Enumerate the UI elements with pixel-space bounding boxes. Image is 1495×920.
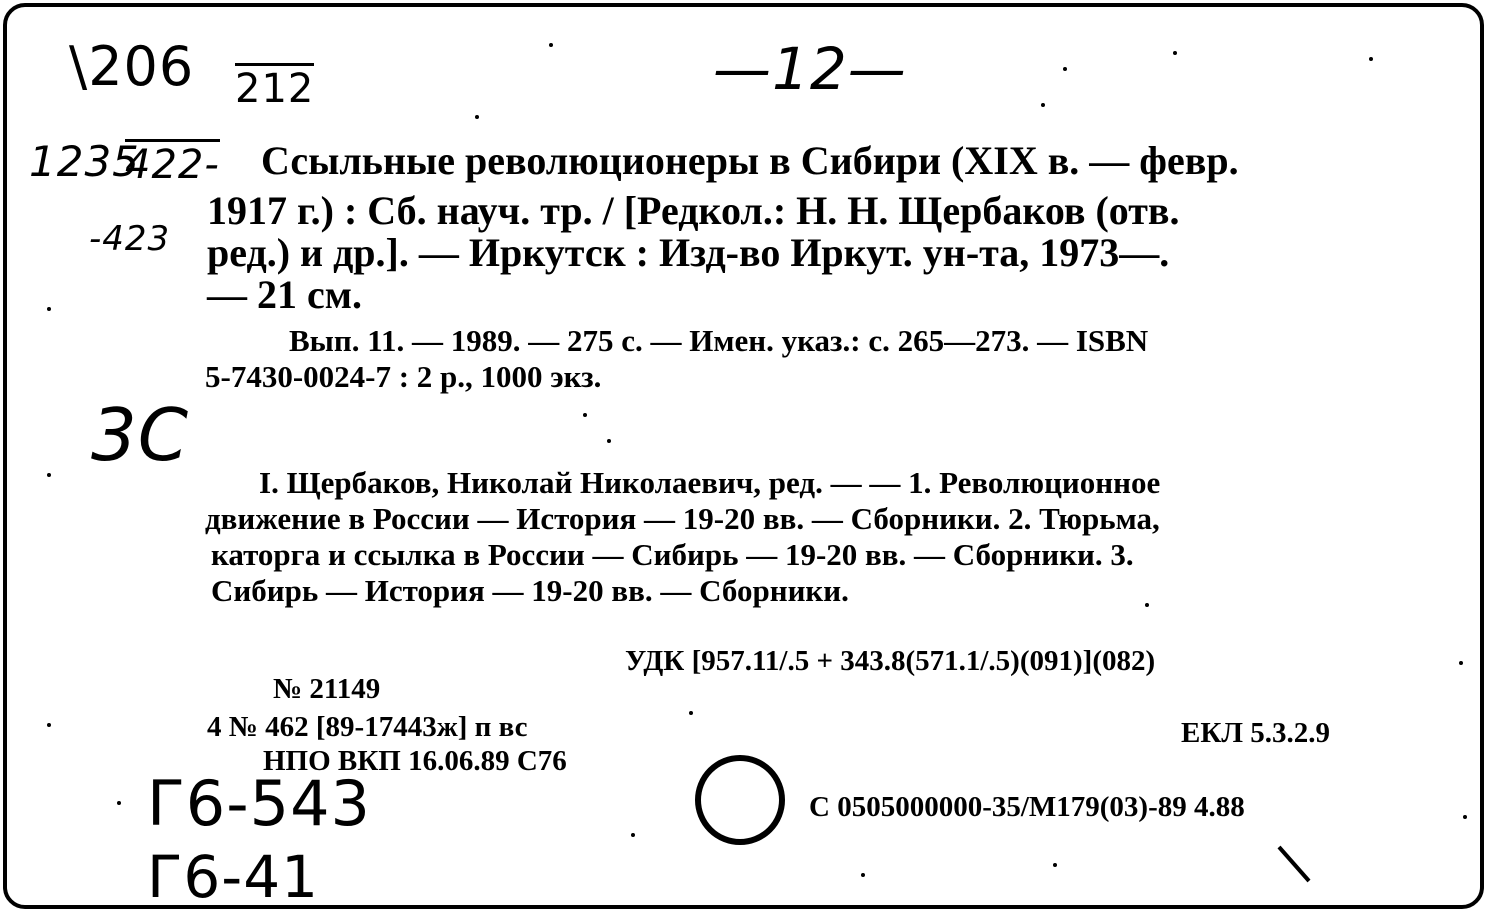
handwritten-classification: 3C — [91, 393, 190, 477]
title-line-2: 1917 г.) : Сб. науч. тр. / [Редкол.: Н. Н. Щербаков (отв. — [207, 188, 1180, 233]
issue-line-1: Вып. 11. — 1989. — 275 с. — Имен. указ.: с. 265—273. — ISBN — [289, 323, 1149, 358]
circle-mark — [695, 755, 785, 845]
title-line-3: ред.) и др.]. — Иркутск : Изд-во Иркут. ун-та, 1973—. — [207, 230, 1170, 275]
handwritten-left-number: 1235 — [29, 137, 140, 186]
speck — [1053, 863, 1057, 867]
speck — [1459, 661, 1463, 665]
notes-line-3: каторга и ссылка в России — Сибирь — 19-20 вв. — Сборники. 3. — [211, 537, 1134, 572]
speck — [475, 115, 479, 119]
handwritten-left-fraction-continued: -423 — [89, 219, 171, 259]
speck — [1463, 815, 1467, 819]
order-number: 4 № 462 [89-17443ж] п вс — [207, 711, 528, 743]
c-code: С 0505000000-35/М179(03)-89 4.88 — [809, 791, 1245, 823]
notes-line-2: движение в России — История — 19-20 вв. — Сборники. 2. Тюрьма, — [205, 501, 1160, 536]
catalog-number: № 21149 — [273, 673, 381, 705]
speck — [1145, 603, 1149, 607]
handwritten-shelfmark-fraction: 212 — [235, 63, 314, 112]
handwritten-shelfmark: \206 — [69, 35, 195, 98]
speck — [47, 723, 51, 727]
issue-line-2: 5-7430-0024-7 : 2 р., 1000 экз. — [205, 359, 602, 394]
speck — [689, 711, 693, 715]
speck — [117, 801, 121, 805]
speck — [549, 43, 553, 47]
notes-line-1: I. Щербаков, Николай Николаевич, ред. — — 1. Революционное — [259, 465, 1161, 500]
udk-code: УДК [957.11/.5 + 343.8(571.1/.5)(091)](082) — [625, 645, 1156, 677]
speck — [861, 873, 865, 877]
speck — [583, 413, 587, 417]
handwritten-bottom-code-2: Г6-41 — [147, 843, 320, 909]
handwritten-bottom-code-1: Г6-543 — [147, 767, 371, 840]
speck — [1173, 51, 1177, 55]
npo-line: НПО ВКП 16.06.89 С76 — [263, 745, 567, 777]
ekl-code: ЕКЛ 5.3.2.9 — [1181, 717, 1330, 749]
speck — [47, 307, 51, 311]
catalog-card — [3, 3, 1484, 909]
speck — [631, 833, 635, 837]
speck — [1041, 103, 1045, 107]
pen-stroke — [1275, 843, 1315, 887]
speck — [1369, 57, 1373, 61]
notes-line-4: Сибирь — История — 19-20 вв. — Сборники. — [211, 573, 849, 608]
speck — [607, 439, 611, 443]
title-line-1: Ссыльные революционеры в Сибири (XIX в. — февр. — [261, 138, 1239, 183]
speck — [1063, 67, 1067, 71]
title-line-4: — 21 см. — [207, 272, 362, 317]
handwritten-left-fraction: 422- — [125, 139, 220, 188]
handwritten-page-number: —12— — [713, 35, 907, 103]
speck — [47, 473, 51, 477]
